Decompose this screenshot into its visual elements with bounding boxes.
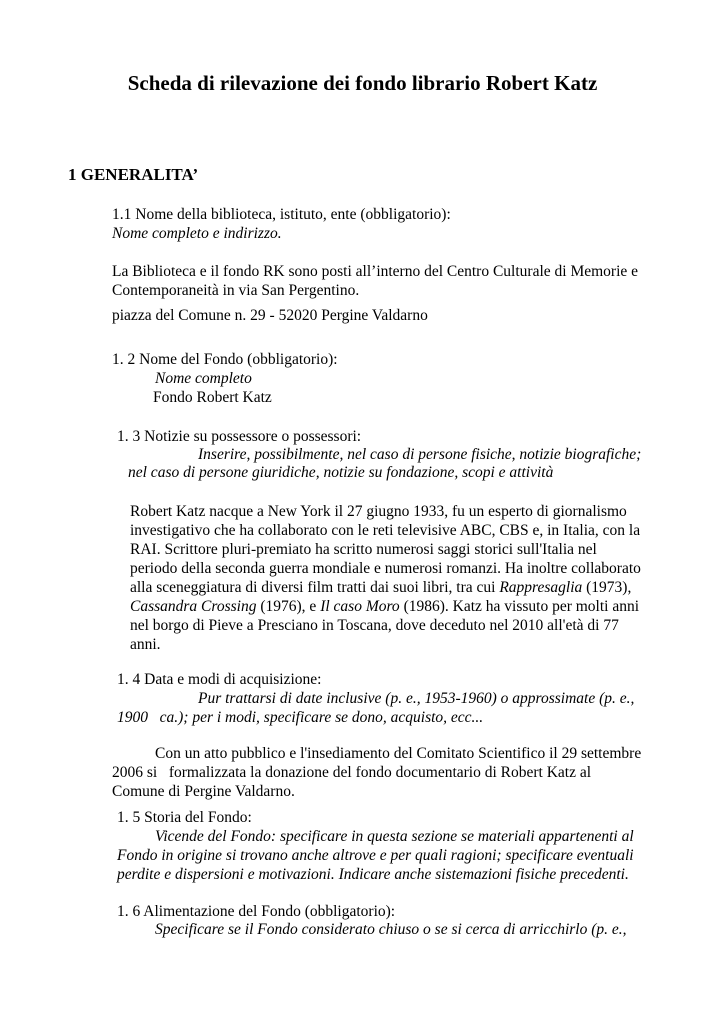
bio-line: anni. [130,636,161,653]
field-hint-1-5-line: perdite e dispersioni e motivazioni. Indicare anche sistemazioni fisiche precedenti. [117,866,629,883]
field-hint-1-5-line: Vicende del Fondo: specificare in questa sezione se materiali appartenenti al [155,828,634,845]
field-hint-1-6: Specificare se il Fondo considerato chiuso o se si cerca di arricchirlo (p. e., [155,921,627,938]
field-label-1-6: 1. 6 Alimentazione del Fondo (obbligatorio): [117,903,396,920]
bio-line: investigativo che ha collaborato con le reti televisive ABC, CBS e, in Italia, con la [130,522,641,539]
field-value-1-4-line: Comune di Pergine Valdarno. [112,783,295,800]
field-value-1-2: Fondo Robert Katz [153,389,272,406]
bio-line [130,578,631,597]
field-value-1-1-line: La Biblioteca e il fondo RK sono posti all’interno del Centro Culturale di Memorie e [112,263,639,280]
film-title: Il caso Moro [320,598,400,615]
field-label-1-2: 1. 2 Nome del Fondo (obbligatorio): [112,351,338,368]
field-value-1-1-line: Contemporaneità in via San Pergentino. [112,282,360,299]
field-hint-1-5-line: Fondo in origine si trovano anche altrove e per quali ragioni; specificare eventuali [117,847,634,864]
field-label-1-1: 1.1 Nome della biblioteca, istituto, ente (obbligatorio): [112,206,451,223]
field-hint-1-4-line: Pur trattarsi di date inclusive (p. e., 1953-1960) o approssimate (p. e., [198,690,635,707]
film-title: Rappresaglia [499,579,583,596]
film-title: Cassandra Crossing [130,598,257,615]
bio-text: (1986). Katz ha vissuto per molti anni [399,598,640,615]
field-label-1-3: 1. 3 Notizie su possessore o possessori: [117,428,362,445]
document-title: Scheda di rilevazione dei fondo librario Robert Katz [127,71,598,95]
field-hint-1-2: Nome completo [155,370,252,387]
bio-text: alla sceneggiatura di diversi film tratti dai suoi libri, tra cui [130,579,500,596]
bio-line: nel borgo di Pieve a Presciano in Toscana, dove deceduto nel 2010 all'età di 77 [130,617,619,634]
bio-line [130,597,639,616]
field-value-1-4-line: 2006 si formalizzata la donazione del fondo documentario di Robert Katz al [112,764,592,781]
field-hint-1-3-line: Inserire, possibilmente, nel caso di persone fisiche, notizie biografiche; [198,446,642,463]
field-hint-1-4-line: 1900 ca.); per i modi, specificare se dono, acquisto, ecc... [117,709,484,726]
field-value-1-4-line: Con un atto pubblico e l'insediamento del Comitato Scientifico il 29 settembre [155,745,642,762]
bio-text: (1973), [582,579,632,596]
field-value-1-1-address: piazza del Comune n. 29 - 52020 Pergine Valdarno [112,307,428,324]
field-label-1-4: 1. 4 Data e modi di acquisizione: [117,671,322,688]
bio-line: periodo della seconda guerra mondiale e numerosi romanzi. Ha inoltre collaborato [130,560,641,577]
field-label-1-5: 1. 5 Storia del Fondo: [117,809,252,826]
bio-text: (1976), e [256,598,321,615]
bio-line: Robert Katz nacque a New York il 27 giugno 1933, fu un esperto di giornalismo [130,503,627,520]
field-hint-1-1: Nome completo e indirizzo. [112,225,282,242]
bio-line: RAI. Scrittore pluri-premiato ha scritto numerosi saggi storici sull'Italia nel [130,541,597,558]
section-heading-generalita: 1 GENERALITA’ [68,165,199,184]
field-hint-1-3-line: nel caso di persone giuridiche, notizie su fondazione, scopi e attività [128,464,554,481]
